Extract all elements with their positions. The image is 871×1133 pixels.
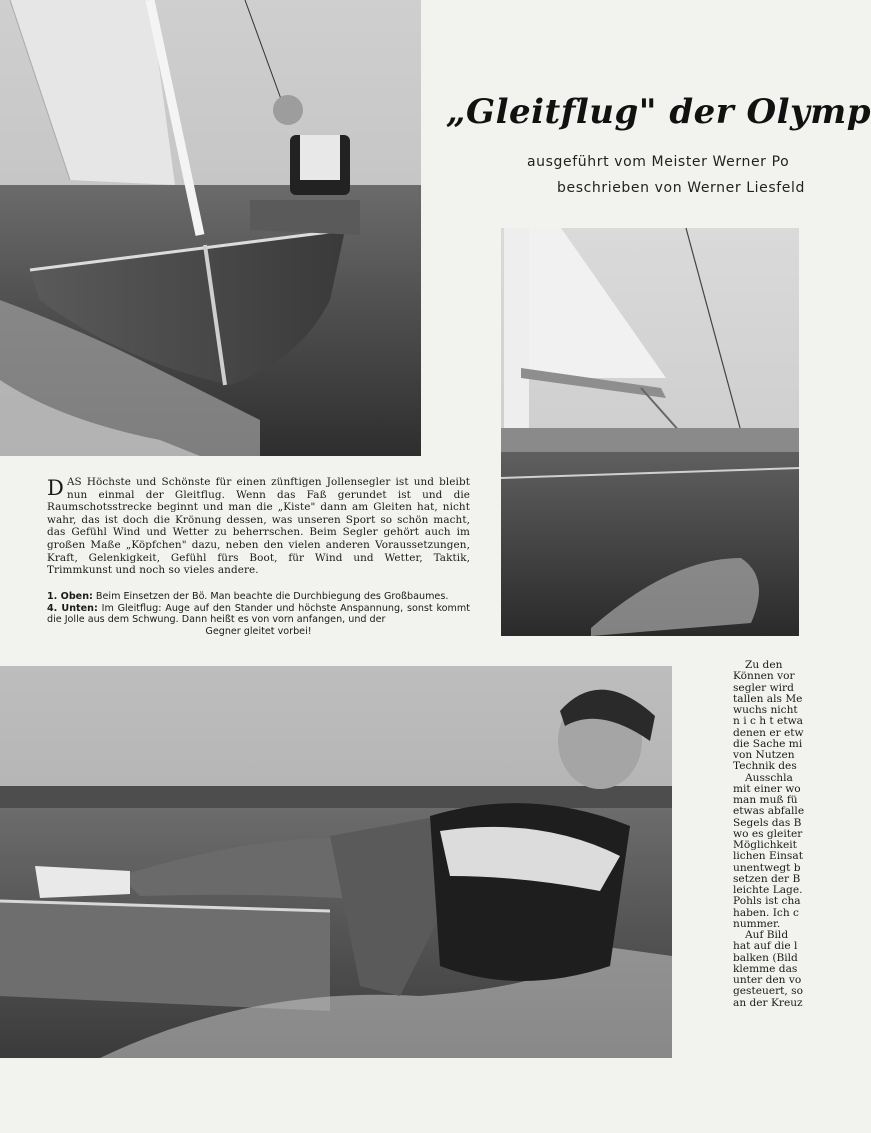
side-column-line: setzen der B	[733, 872, 801, 885]
photo-dinghy-sailor-top	[0, 0, 421, 456]
article-subtitle-writer: beschrieben von Werner Liesfeld	[557, 180, 805, 196]
side-column-line: haben. Ich c	[733, 906, 799, 919]
side-column-line: mit einer wo	[733, 782, 801, 795]
side-column-line: hat auf die l	[733, 940, 798, 953]
photo-sail-boom	[501, 228, 799, 636]
side-column-line: unter den vo	[733, 974, 802, 986]
side-column-line: Pohls ist cha	[733, 895, 801, 908]
side-column-line: Können vor	[733, 670, 795, 683]
side-column-line: Auf Bild	[745, 929, 789, 941]
side-column-line: segler wird	[733, 681, 794, 694]
side-column-line: etwas abfalle	[733, 805, 805, 818]
side-column-line: leichte Lage.	[733, 884, 803, 896]
article-intro-paragraph	[47, 476, 470, 577]
caption-4-tail: Gegner gleitet vorbei!	[205, 625, 312, 637]
caption-4	[47, 603, 470, 638]
side-column-line: man muß fü	[733, 794, 798, 806]
caption-1	[47, 591, 470, 603]
side-column-line: Zu den	[745, 659, 783, 671]
photo-captions	[47, 591, 470, 637]
side-column-line: gesteuert, so	[733, 985, 803, 998]
side-column-line: von Nutzen	[733, 749, 795, 761]
caption-1-label: 1. Oben:	[47, 591, 93, 602]
side-column-line: klemme das	[733, 962, 798, 975]
side-column-line: die Sache mi	[733, 737, 803, 750]
intro-text: AS Höchste und Schönste für einen zünftigen Jollensegler ist und bleibt nun einmal der Gleitflug. Wenn das Faß gerundet ist und die Raumschotsstrecke beginnt und man die „Kiste" dann am Gleiten hat, nicht wahr, das ist doch die Krönung dessen, was unseren Sport so schön macht, das Gefühl Wind und Wetter zu beherrschen. Beim Segler gehört auch im großen Maße „Köpfchen" dazu, neben den vielen anderen Voraussetzungen, Kraft, Gelenkigkeit, Gefühl fürs Boot, für Wind und Wetter, Taktik, Trimmkunst und noch so vieles andere.	[47, 476, 470, 577]
side-column-line: denen er etw	[733, 726, 804, 739]
article-body-column-truncated	[733, 659, 805, 1009]
caption-1-text: Beim Einsetzen der Bö. Man beachte die Durchbiegung des Großbaumes.	[95, 591, 449, 602]
side-column-line: unentwegt b	[733, 861, 801, 874]
side-column-line: wuchs nicht	[733, 704, 798, 716]
side-column-line: lichen Einsat	[733, 850, 803, 863]
side-column-line: nummer.	[733, 917, 781, 930]
side-column-line: an der Kreuz	[733, 996, 803, 1009]
side-column-line: Technik des	[733, 760, 797, 773]
side-column-line: Ausschla	[745, 771, 793, 784]
article-subtitle-author: ausgeführt vom Meister Werner Po	[527, 154, 790, 170]
side-column-line: balken (Bild	[733, 951, 798, 964]
side-column-line: Segels das B	[733, 816, 802, 829]
side-column-line: tallen als Me	[733, 692, 803, 705]
article-title: „Gleitflug" der Olymp	[446, 92, 871, 132]
side-column-line: n i c h t etwa	[733, 715, 803, 728]
photo-hiking-sailor-bottom	[0, 666, 672, 1058]
side-column-line: Möglichkeit	[733, 839, 797, 851]
intro-dropcap: D	[47, 476, 64, 500]
side-column-line: wo es gleiter	[733, 827, 803, 840]
caption-4-label: 4. Unten:	[47, 602, 98, 614]
caption-4-text: Im Gleitflug: Auge auf den Stander und höchste Anspannung, sonst kommt die Jolle aus dem Schwung. Dann heißt es von vorn anfangen, und der	[47, 602, 470, 626]
